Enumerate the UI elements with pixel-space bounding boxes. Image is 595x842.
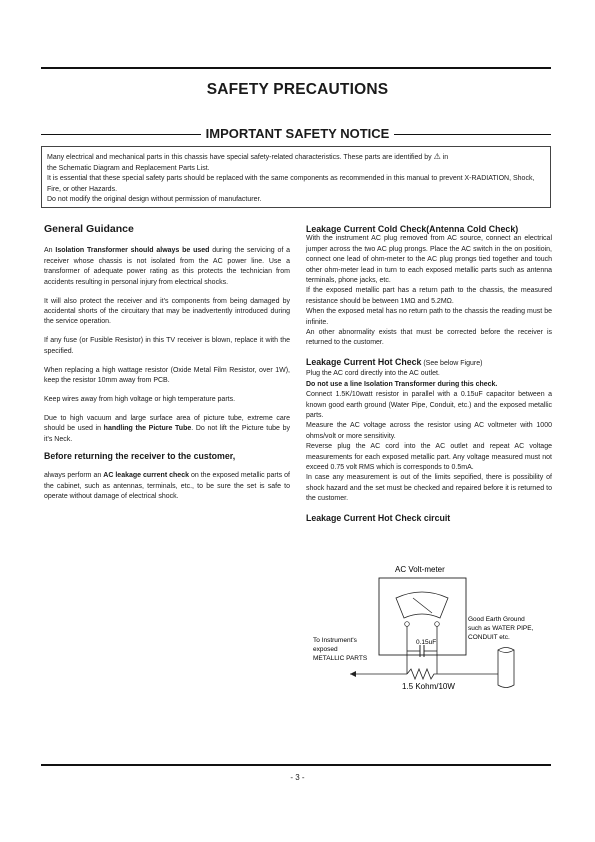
right-column (306, 224, 552, 523)
arrow-left-icon (350, 671, 356, 677)
left-label-line-2: exposed (313, 646, 338, 653)
right-label-line-1: Good Earth Ground (468, 616, 525, 623)
guidance-paragraph-3: If any fuse (or Fusible Resistor) in this TV receiver is blown, replace it with the specified. (44, 337, 290, 355)
guidance-paragraph-4: When replacing a high wattage resistor (Oxide Metal Film Resistor, over 1W), keep the resistor 10mm away from PCB. (44, 366, 290, 384)
left-label-line-1: To Instrument's (313, 637, 357, 644)
notice-title (0, 125, 595, 143)
cold-check-paragraph-1: With the instrument AC plug removed from AC source, connect an electrical jumper across the two AC plug prongs. Place the AC switch in the on positioin, connect one lead of ohm-meter to the AC plug prongs tied together and touch other ohm-meter lead in turn to each exposed metallic parts such as antenna terminals, phone jacks, etc. (306, 235, 552, 285)
notice-line-1 (47, 152, 545, 164)
circuit-heading: Leakage Current Hot Check circuit (306, 512, 451, 523)
water-pipe-icon (498, 648, 514, 688)
bottom-rule (41, 764, 551, 766)
top-rule (41, 67, 551, 69)
page-number: - 3 - (290, 773, 305, 782)
meter-label: AC Volt-meter (395, 565, 445, 574)
safety-notice-box (41, 146, 551, 208)
resistor-zigzag-icon (407, 669, 437, 679)
resistor-label: 1.5 Kohm/10W (402, 682, 455, 691)
hot-check-note: (See below Figure) (421, 359, 483, 367)
left-label-line-3: METALLIC PARTS (313, 655, 368, 662)
notice-title-text: IMPORTANT SAFETY NOTICE (201, 126, 395, 141)
notice-line-2: the Schematic Diagram and Replacement Parts List. (47, 164, 210, 172)
hot-check-paragraph-2: Do not use a line Isolation Transformer during this check. (306, 380, 498, 388)
hot-check-heading-line (306, 357, 552, 369)
guidance-paragraph-1: An Isolation Transformer should always be used during the servicing of a receiver whose chassis is not isolated from the AC power line. Use a transformer of adequate power rating as this protects the technician from accidents resulting in personal injury from electrical shocks. (44, 247, 290, 286)
notice-line-4: Do not modify the original design without permission of manufacturer. (47, 196, 262, 203)
capacitor-label: 0.15uF (416, 639, 437, 646)
hot-check-circuit-diagram (300, 558, 560, 698)
cold-check-paragraph-2: If the exposed metallic part has a return path to the chassis, the measured resistance should be between 1MΩ and 5.2MΩ. (306, 287, 552, 305)
warning-triangle-icon: ⚠ (433, 152, 441, 161)
guidance-paragraph-7: always perform an AC leakage current check on the exposed metallic parts of the cabinet, such as antennas, terminals, etc., to be sure the set is safe to operate without damage of electrical shock. (44, 472, 290, 501)
page-title: SAFETY PRECAUTIONS (206, 81, 389, 98)
cold-check-paragraph-3: When the exposed metal has no return path to the chassis the reading must be infinite. (306, 308, 552, 326)
left-column (44, 224, 290, 503)
right-label-line-3: CONDUIT etc. (468, 634, 510, 641)
notice-line-3: It is essential that these special safety parts should be replaced with the same components as recommended in this manual to prevent X-RADIATION, Shock, Fire, or other Hazards. (47, 175, 535, 193)
general-guidance-heading: General Guidance (44, 223, 134, 235)
hot-check-paragraph-6: In case any measurement is out of the limits sepcified, there is possibility of shock hazard and the set must be checked and repaired before it is returned to the customer. (306, 474, 552, 503)
cold-check-paragraph-4: An other abnormality exists that must be corrected before the receiver is returned to the customer. (306, 329, 552, 347)
before-returning-heading: Before returning the receiver to the customer, (44, 451, 236, 461)
hot-check-paragraph-1: Plug the AC cord directly into the AC outlet. (306, 370, 440, 378)
cold-check-heading: Leakage Current Cold Check(Antenna Cold Check) (306, 224, 519, 234)
hot-check-paragraph-3: Connect 1.5K/10watt resistor in parallel with a 0.15uF capacitor between a known good earth ground (Water Pipe, Conduit, etc.) and the exposed metallic parts. (306, 391, 552, 419)
guidance-paragraph-5: Keep wires away from high voltage or high temperature parts. (44, 395, 236, 403)
guidance-paragraph-6: Due to high vacuum and large surface area of picture tube, extreme care should be used in handling the Picture Tube. Do not lift the Picture tube by it's Neck. (44, 414, 290, 443)
notice-line-1a: Many electrical and mechanical parts in this chassis have special safety-related characteristics. These parts are identified by (47, 154, 432, 161)
notice-line-1b: in (442, 154, 449, 161)
hot-check-paragraph-5: Reverse plug the AC cord into the AC outlet and repeat AC voltage measurements for each exposed metallic part. Any voltage measured must not exceed 0.75 volt RMS which is corresponds to 0.5mA. (306, 443, 552, 471)
hot-check-heading: Leakage Current Hot Check (306, 356, 422, 367)
hot-check-paragraph-4: Measure the AC voltage across the resistor using AC voltmeter with 1000 ohms/volt or more sensitivity. (306, 422, 552, 440)
guidance-paragraph-2: It will also protect the receiver and it's components from being damaged by accidental shorts of the circuitary that may be inadvertently introduced during the service operation. (44, 297, 290, 326)
right-label-line-2: such as WATER PIPE, (468, 625, 534, 632)
